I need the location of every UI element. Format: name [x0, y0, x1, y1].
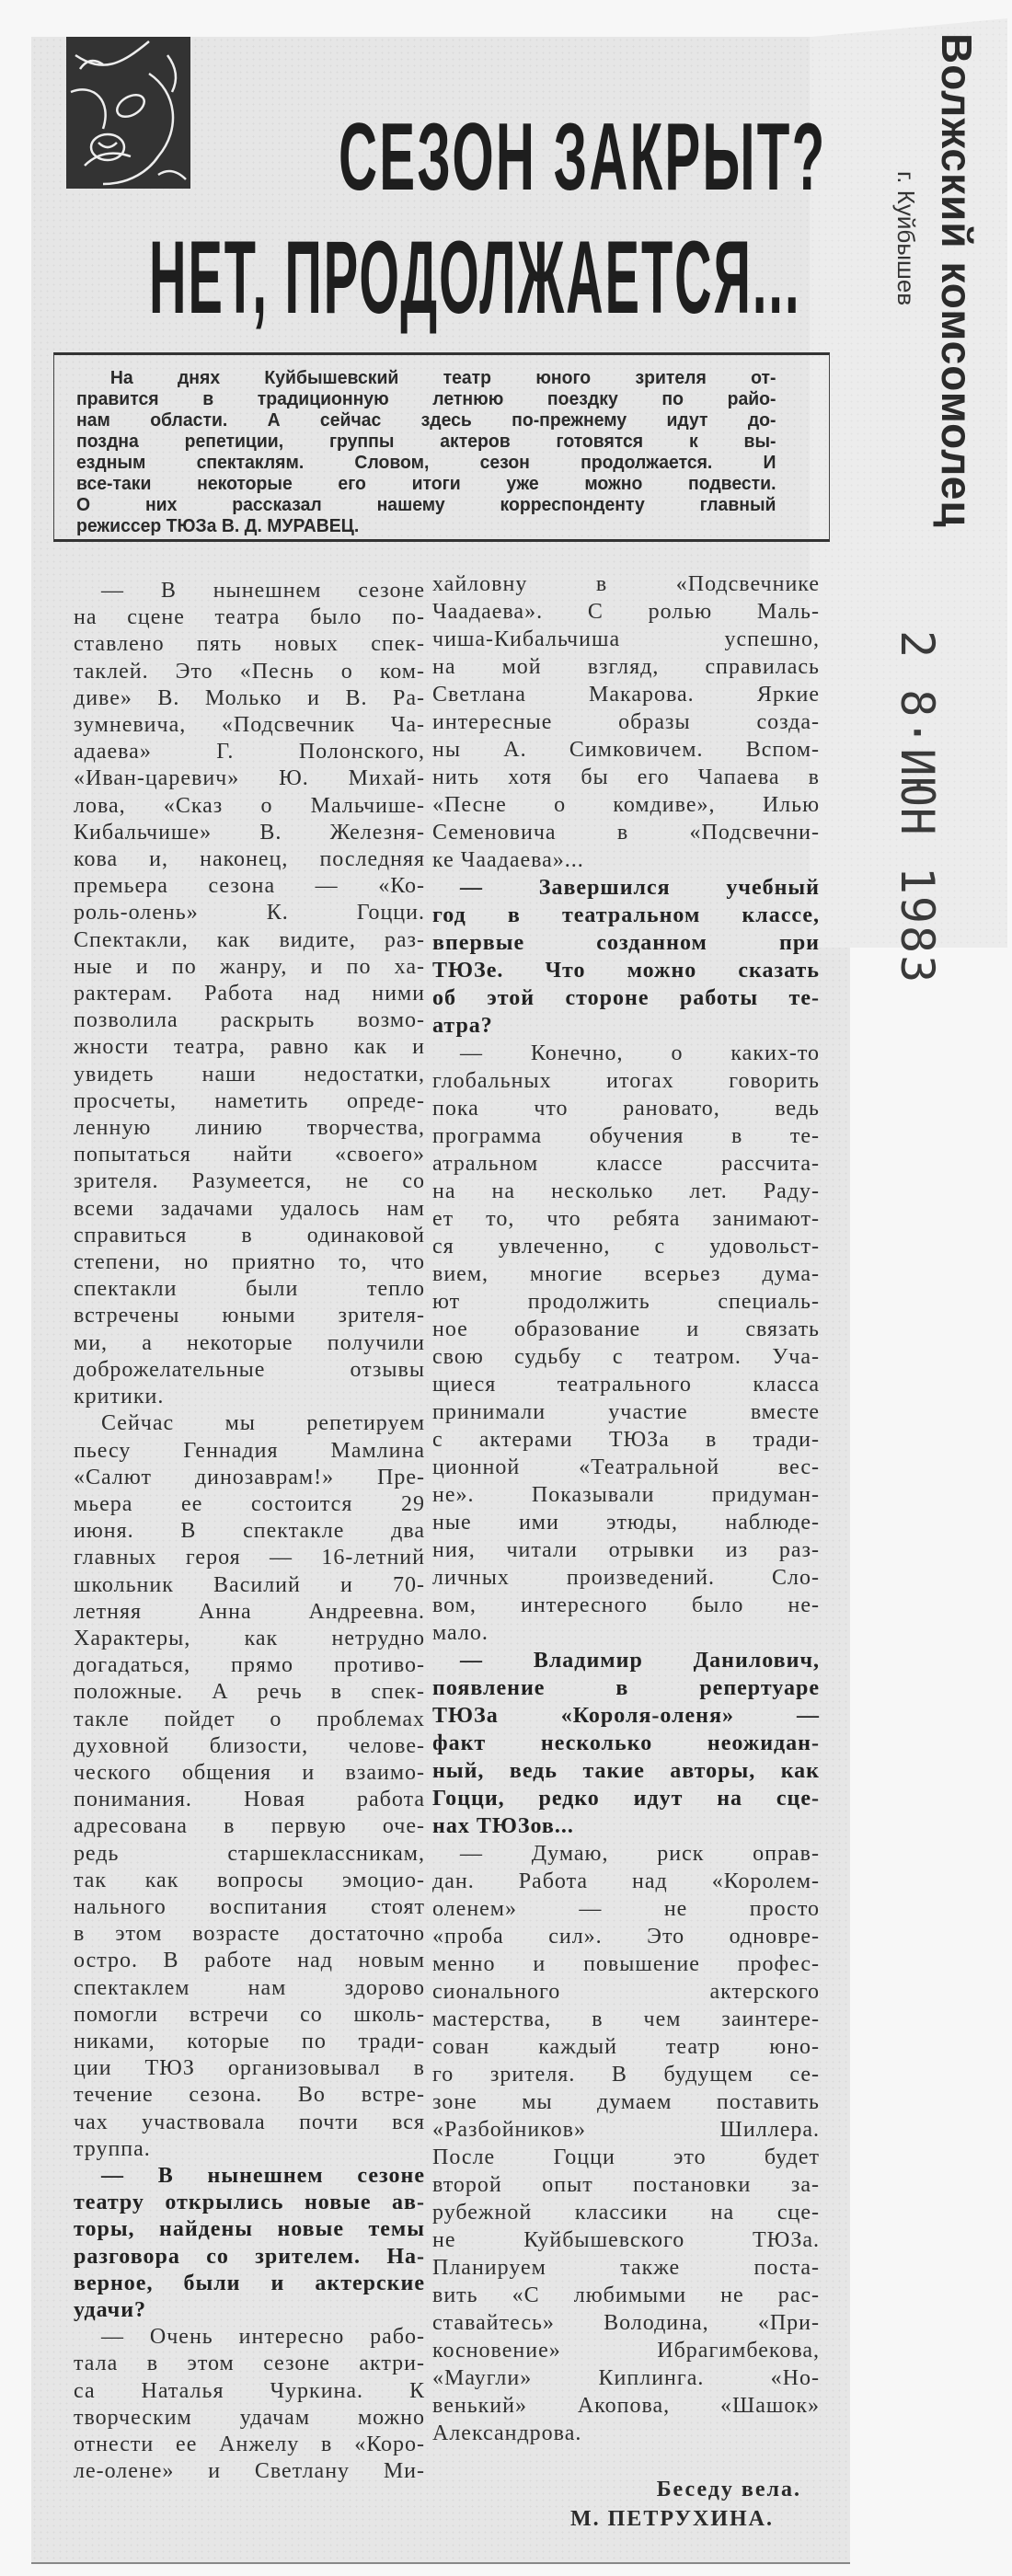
interview-question [432, 874, 820, 1040]
text-line: позволила раскрыть возмо- [74, 1008, 425, 1033]
text-line: справиться в одинаковой [74, 1223, 425, 1248]
text-line: ческого общения и взаимо- [74, 1760, 425, 1785]
intro-line: правится в традиционную летнюю поездку по райо- [76, 389, 776, 409]
text-line: встречены юными зрителя- [74, 1304, 425, 1328]
text-line: не Куйбышевского ТЮЗа. [432, 2228, 820, 2252]
text-line: никами, которые по тради- [74, 2029, 425, 2053]
interview-answer [432, 1040, 820, 1647]
interview-answer [432, 1840, 820, 2447]
text-line: мастерства, в чем заинтере- [432, 2007, 820, 2031]
text-line: оленем» — не просто [432, 1897, 820, 1921]
text-line: ционной «Театральной вес- [432, 1455, 820, 1479]
signature [432, 2475, 820, 2534]
text-line: премьера сезона — «Ко- [74, 874, 425, 899]
signature-caption: Беседу вела. [656, 2478, 801, 2501]
text-line: «Маугли» Киплинга. «Но- [432, 2366, 820, 2390]
text-line: Сейчас мы репетируем [101, 1411, 425, 1436]
text-line: адресована в первую оче- [74, 1814, 425, 1839]
text-line: вить «С любимыми не рас- [432, 2283, 820, 2307]
text-line: попытаться найти «своего» [74, 1143, 425, 1167]
text-line: об этой стороне работы те- [432, 986, 820, 1010]
text-line: понимания. Новая работа [74, 1788, 425, 1812]
interview-question [432, 1647, 820, 1840]
text-line: «Разбойников» Шиллера. [432, 2118, 820, 2142]
text-line: чиша-Кибальчиша успешно, [432, 627, 820, 651]
headline-line-1: СЕЗОН ЗАКРЫТ? [339, 104, 827, 211]
theatre-mask-ornament-icon [66, 37, 190, 189]
text-line: вом, интересного было не- [432, 1593, 820, 1617]
text-line: — В нынешнем сезоне [101, 579, 425, 603]
headline-line-2: НЕТ, ПРОДОЛЖАЕТСЯ... [149, 220, 801, 335]
text-line: тала в этом сезоне актри- [74, 2352, 425, 2376]
text-line: Кибальчише» В. Железня- [74, 820, 425, 845]
text-line: разговора со зрителем. На- [74, 2244, 425, 2269]
intro-line: нам области. А сейчас здесь по-прежнему идут до- [76, 410, 776, 431]
text-line: жности театра, равно как и [74, 1035, 425, 1060]
text-line: зумневича, «Подсвечник Ча- [74, 713, 425, 738]
intro-line: На днях Куйбышевский театр юного зрителя от- [109, 368, 776, 388]
text-line: зрителя. Разумеется, не со [74, 1169, 425, 1194]
text-line: роль-олень» К. Гоцци. [74, 901, 425, 926]
interview-answer [74, 578, 425, 1410]
text-line: рактерам. Работа над ними [74, 982, 425, 1006]
text-line: второй опыт постановки за- [432, 2173, 820, 2197]
text-line: атральном классе рассчита- [432, 1152, 820, 1176]
text-line: с актерами ТЮЗа в тради- [432, 1428, 820, 1452]
text-line: сионального актерского [432, 1980, 820, 2004]
interview-answer [74, 1410, 425, 2163]
text-line: менно и повышение профес- [432, 1952, 820, 1976]
text-line: атра? [432, 1014, 493, 1038]
text-line: — В нынешнем сезоне [101, 2163, 425, 2188]
text-line: удачи? [74, 2298, 147, 2322]
text-line: догадаться, прямо противо- [74, 1653, 425, 1678]
text-line: течение сезона. Во встре- [74, 2083, 425, 2108]
article-column-1 [74, 578, 425, 2485]
text-line: труппа. [74, 2136, 151, 2161]
text-line: го зрителя. В будущем се- [432, 2063, 820, 2087]
text-line: — Думаю, риск оправ- [460, 1842, 820, 1866]
text-line: ке Чаадаева»... [432, 848, 584, 872]
text-line: нить хотя бы его Чапаева в [432, 765, 820, 789]
text-line: щиеся театрального класса [432, 1373, 820, 1397]
text-line: программа обучения в те- [432, 1124, 820, 1148]
text-line: ные и по жанру, и по ха- [74, 954, 425, 979]
text-line: впервые созданном при [432, 931, 820, 955]
text-line: спектаклем нам здорово [74, 1975, 425, 2000]
text-line: — Конечно, о каких-то [460, 1041, 820, 1065]
text-line: критики. [74, 1385, 165, 1409]
text-line: кова и, наконец, последняя [74, 847, 425, 872]
text-line: хайловну в «Подсвечнике [432, 572, 820, 596]
text-line: спектакли были тепло [74, 1277, 425, 1302]
text-line: вием, многие всерьез дума- [432, 1262, 820, 1286]
text-line: положные. А речь в спек- [74, 1680, 425, 1705]
intro-line: режиссер ТЮЗа В. Д. МУРАВЕЦ. [76, 516, 360, 536]
newspaper-name: Волжский комсомолец [933, 33, 981, 528]
text-line: глобальных итогах говорить [432, 1069, 820, 1093]
text-line: ся увлеченно, с удовольст- [432, 1235, 820, 1259]
text-line: ми, а некоторые получили [74, 1330, 425, 1355]
text-line: год в театральном классе, [432, 903, 820, 927]
text-line: «Иван-царевич» Ю. Михай- [74, 766, 425, 791]
intro-line: О них рассказал нашему корреспонденту главный [76, 495, 776, 515]
text-line: дан. Работа над «Королем- [432, 1869, 820, 1893]
text-line: просчеты, наметить опреде- [74, 1088, 425, 1113]
text-line: творческим удачам можно [74, 2405, 425, 2430]
text-line: — Очень интересно рабо- [101, 2325, 425, 2350]
text-line: интересные образы созда- [432, 710, 820, 734]
text-line: степени, но приятно то, что [74, 1250, 425, 1275]
text-line: торы, найдены новые темы [74, 2217, 425, 2242]
text-line: ния, читали отрывки из раз- [432, 1538, 820, 1562]
text-line: остро. В работе над новым [74, 1949, 425, 1973]
text-line: ют продолжить специаль- [432, 1290, 820, 1314]
text-line: появление в репертуаре [432, 1676, 820, 1700]
text-line: ле-олене» и Светлану Ми- [74, 2459, 425, 2484]
text-line: Гоцци, редко идут на сце- [432, 1787, 820, 1811]
text-line: не». Показывали придуман- [432, 1483, 820, 1507]
text-line: факт несколько неожидан- [432, 1731, 820, 1755]
text-line: мьера ее состоится 29 [74, 1491, 425, 1516]
text-line: «проба сил». Это одновре- [432, 1925, 820, 1949]
text-line: Александрова. [432, 2421, 582, 2445]
text-line: венький» Акопова, «Шашок» [432, 2394, 820, 2418]
text-line: Спектакли, как видите, раз- [74, 927, 425, 952]
text-line: ции ТЮЗ организовывал в [74, 2056, 425, 2081]
date-stamp: 2 8·ИЮН 1983 [891, 630, 944, 985]
text-line: свою судьбу с театром. Уча- [432, 1345, 820, 1369]
newspaper-masthead [888, 33, 989, 528]
text-line: июня. В спектакле два [74, 1519, 425, 1544]
text-line: са Наталья Чуркина. К [74, 2378, 425, 2403]
text-line: — Завершился учебный [460, 876, 820, 900]
text-line: такле пойдет о проблемах [74, 1707, 425, 1731]
text-line: доброжелательные отзывы [74, 1357, 425, 1382]
text-line: После Гоцци это будет [432, 2145, 820, 2169]
text-line: чах участвовала почти вся [74, 2110, 425, 2134]
text-line: Характеры, как нетрудно [74, 1626, 425, 1650]
text-line: адаева» Г. Полонского, [74, 740, 425, 765]
text-line: диве» В. Молько и В. Ра- [74, 685, 425, 710]
text-line: ленную линию творчества, [74, 1116, 425, 1141]
text-line: пока что рановато, ведь [432, 1097, 820, 1121]
interview-answer [432, 570, 820, 874]
intro-line: поздна репетиции, группы актеров готовятся к вы- [76, 431, 776, 452]
text-line: нах ТЮЗов... [432, 1814, 574, 1838]
text-line: летняя Анна Андреевна. [74, 1599, 425, 1624]
text-line: в этом возрасте достаточно [74, 1922, 425, 1947]
newspaper-city: г. Куйбышев [892, 171, 920, 306]
text-line: редь старшеклассникам, [74, 1841, 425, 1866]
text-line: всеми задачами удалось нам [74, 1196, 425, 1221]
interview-question [74, 2163, 425, 2324]
text-line: верное, были и актерские [74, 2271, 425, 2295]
text-line: театру открылись новые ав- [74, 2191, 425, 2215]
text-line: на мой взгляд, справилась [432, 655, 820, 679]
text-line: ное образование и связать [432, 1317, 820, 1341]
text-line: косновение» Ибрагимбекова, [432, 2339, 820, 2363]
text-line: школьник Василий и 70- [74, 1572, 425, 1597]
text-line: ставайтесь» Володина, «При- [432, 2311, 820, 2335]
text-line: «Салют динозаврам!» Пре- [74, 1465, 425, 1489]
signature-author: М. ПЕТРУХИНА. [569, 2507, 774, 2531]
text-line: помогли встречи со школь- [74, 2002, 425, 2027]
text-line: Светлана Макарова. Яркие [432, 683, 820, 707]
text-line: сован каждый театр юно- [432, 2035, 820, 2059]
intro-box [53, 352, 830, 542]
text-line: Чаадаева». С ролью Маль- [432, 600, 820, 624]
text-line: ТЮЗе. Что можно сказать [432, 959, 820, 983]
text-line: принимали участие вместе [432, 1400, 820, 1424]
text-line: рубежной классики на сце- [432, 2201, 820, 2225]
text-line: главных героя — 16-летний [74, 1546, 425, 1570]
text-line: Семеновича в «Подсвечни- [432, 821, 820, 845]
text-line: зоне мы думаем поставить [432, 2090, 820, 2114]
text-line: личных произведений. Сло- [432, 1566, 820, 1590]
text-line: так как вопросы эмоцио- [74, 1868, 425, 1892]
text-line: ны А. Симковичем. Вспом- [432, 738, 820, 762]
text-line: увидеть наши недостатки, [74, 1062, 425, 1087]
text-line: таклей. Это «Песнь о ком- [74, 659, 425, 684]
text-line: лова, «Сказ о Мальчише- [74, 793, 425, 818]
intro-line: ездным спектаклям. Словом, сезон продолжается. И [76, 453, 776, 473]
text-line: Планируем также поста- [432, 2256, 820, 2280]
text-line: ет то, что ребята занимают- [432, 1207, 820, 1231]
text-line: — Владимир Данилович, [460, 1649, 820, 1673]
text-line: ный, ведь такие авторы, как [432, 1759, 820, 1783]
article-column-2 [432, 570, 820, 2447]
text-line: отнести ее Анжелу в «Коро- [74, 2432, 425, 2457]
text-line: духовной близости, челове- [74, 1733, 425, 1758]
text-line: нального воспитания стоят [74, 1894, 425, 1919]
interview-answer [74, 2324, 425, 2485]
intro-line: все-таки некоторые его итоги уже можно подвести. [76, 474, 776, 494]
text-line: «Песне о комдиве», Илью [432, 793, 820, 817]
text-line: мало. [432, 1621, 489, 1645]
text-line: пьесу Геннадия Мамлина [74, 1438, 425, 1463]
text-line: ставлено пять новых спек- [74, 632, 425, 657]
text-line: ТЮЗа «Короля-оленя» — [432, 1704, 820, 1728]
text-line: на сцене театра было по- [74, 605, 425, 630]
text-line: на на несколько лет. Раду- [432, 1179, 820, 1203]
text-line: ные ими этюды, наблюде- [432, 1511, 820, 1535]
